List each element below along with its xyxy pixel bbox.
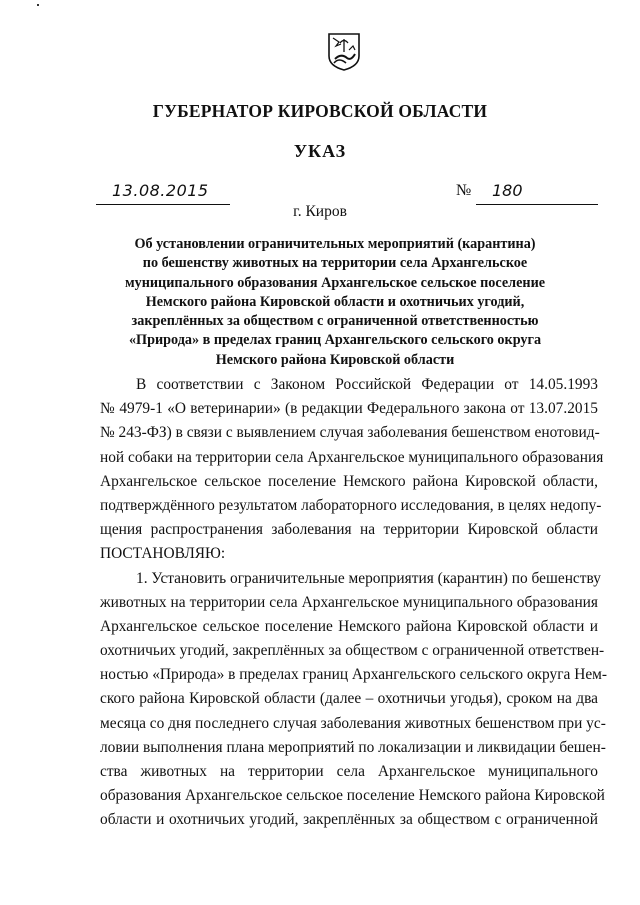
document-date-field [96,180,230,205]
body-line: подтверждённого результатом лабораторного исследования, в целях недопу- [100,496,602,514]
document-number: 180 [492,181,523,200]
body-line: образования Архангельское сельское поселение Немского района Кировской [100,787,605,805]
title-line: закреплённых за обществом с ограниченной ответственностью [131,313,539,330]
title-line: Немского района Кировской области и охотничьих угодий, [145,293,525,310]
body-line: охотничьих угодий, закреплённых за обществом с ограниченной ответствен- [100,642,605,660]
document-type: УКАЗ [293,141,347,161]
clause-1-paragraph [100,567,608,833]
scan-speck [37,4,39,6]
body-line: № 4979-1 «О ветеринарии» (в редакции Федерального закона от 13.07.2015 [100,400,598,418]
body-line: № 243-ФЗ) в связи с выявлением случая заболевания бешенством енотовид- [100,424,600,442]
body-line: Архангельское сельское поселение Немского района Кировской области и [100,617,598,635]
document-number-field [456,180,598,204]
body-line: животных на территории села Архангельское муниципального образования [100,593,598,611]
title-line: Немского района Кировской области [215,351,455,368]
body-line: 1. Установить ограничительные мероприятия (карантин) по бешенству [136,569,601,587]
body-line: области и охотничьих угодий, закреплённых за обществом с ограниченной [100,811,598,829]
number-underline [476,180,598,205]
body-line: ства животных на территории села Архангельское муниципального [100,763,598,780]
body-line: ского района Кировской области (далее – охотничьи угодья), сроком на два [100,690,598,708]
document-body [100,373,608,833]
body-line: щения распространения заболевания на территории Кировской области [100,521,598,539]
body-line: месяца со дня последнего случая заболевания животных бешенством при ус- [100,714,606,732]
body-line: ностью «Природа» в пределах границ Архангельского сельского округа Нем- [100,666,608,684]
document-title [110,235,560,370]
document-date: 13.08.2015 [112,181,209,200]
preamble-paragraph [100,373,604,567]
body-line: ной собаки на территории села Архангельское муниципального образования [100,448,604,466]
coat-of-arms-icon [327,32,361,72]
body-line: Архангельское сельское поселение Немского района Кировской области, [100,472,598,490]
title-line: муниципального образования Архангельское сельское поселение [124,274,546,291]
issue-city: г. Киров [293,203,347,220]
title-line: Об установлении ограничительных мероприятий (карантина) [134,236,536,252]
body-line: В соответствии с Законом Российской Федерации от 14.05.1993 [136,376,598,393]
issuing-authority: ГУБЕРНАТОР КИРОВСКОЙ ОБЛАСТИ [152,101,488,121]
title-line: по бешенству животных на территории села Архангельское [142,255,528,272]
number-sign: № [456,182,472,199]
body-line: ловии выполнения плана мероприятий по локализации и ликвидации бешен- [100,738,606,756]
title-line: «Природа» в пределах границ Архангельского сельского округа [128,332,542,349]
body-line-decree: ПОСТАНОВЛЯЮ: [100,545,226,563]
